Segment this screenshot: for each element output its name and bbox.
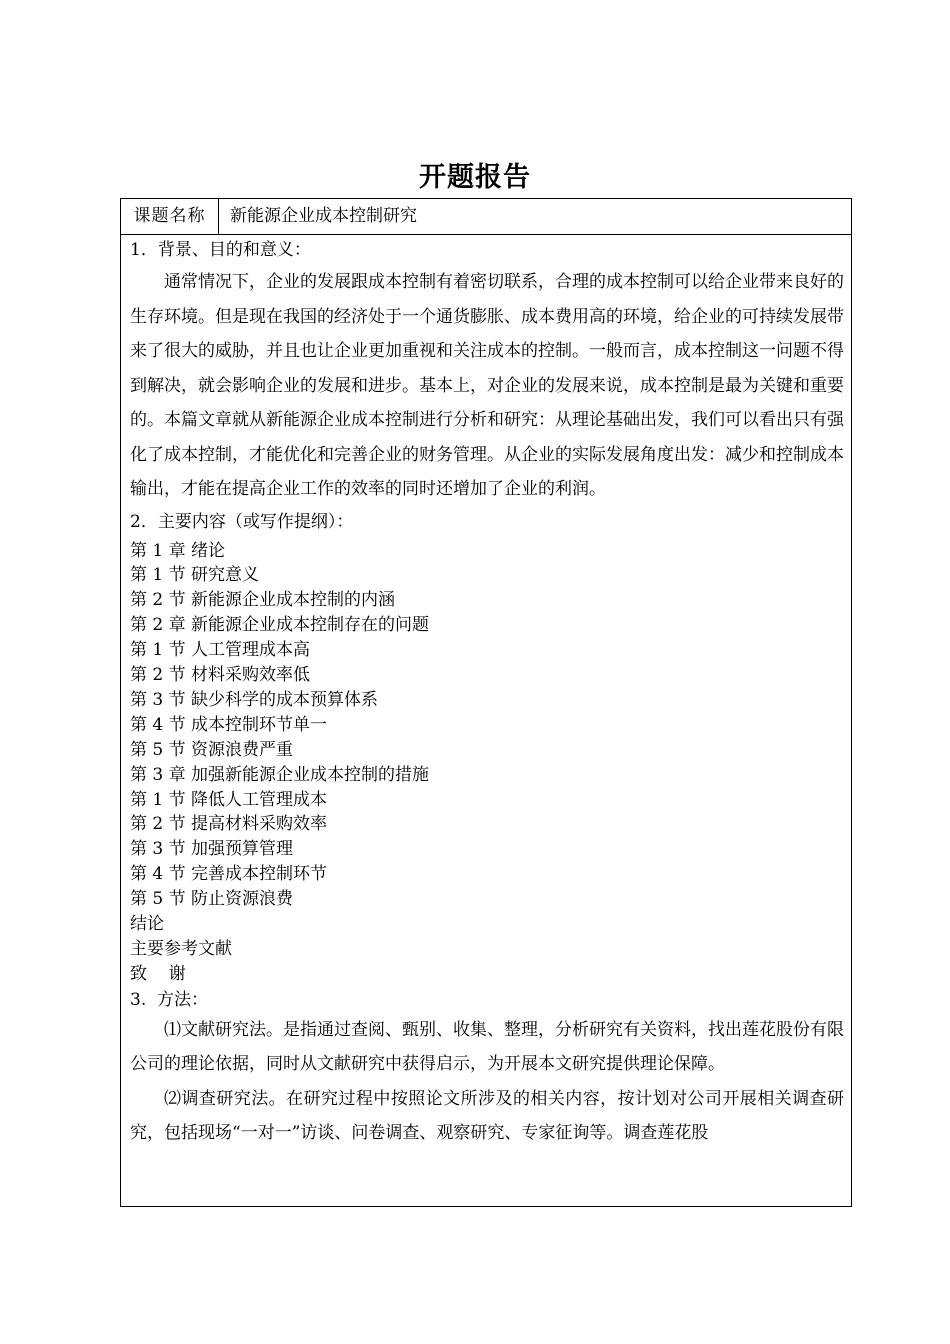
- section2-heading: 2．主要内容（或写作提纲）：: [130, 511, 354, 532]
- page-title: 开题报告: [419, 162, 531, 193]
- outline-item: 第 1 节 降低人工管理成本: [130, 789, 328, 810]
- section1-heading: 1．背景、目的和意义：: [130, 240, 311, 260]
- outline-item: 第 5 节 资源浪费严重: [130, 739, 294, 760]
- section1-paragraph: 通常情况下，企业的发展跟成本控制有着密切联系，合理的成本控制可以给企业带来良好的生存环境。但是现在我国的经济处于一个通货膨胀、成本费用高的环境，给企业的可持续发展带来了很大的威胁，并且也让企业更加重视和关注成本的控制。一般而言，成本控制这一问题不得到解决，就会影响企业的发展和进步。基本上，对企业的发展来说，成本控制是最为关键和重要的。本篇文章就从新能源企业成本控制进行分析和研究：从理论基础出发，我们可以看出只有强化了成本控制，才能优化和完善企业的财务管理。从企业的实际发展角度出发：减少和控制成本输出，才能在提高企业工作的效率的同时还增加了企业的利润。: [130, 272, 844, 499]
- outline-item: 第 2 章 新能源企业成本控制存在的问题: [130, 615, 430, 636]
- outline-list: [130, 539, 844, 987]
- method-literature: ⑴文献研究法。是指通过查阅、甄别、收集、整理，分析研究有关资料，找出莲花股份有限公司的理论依据，同时从文献研究中获得启示，为开展本文研究提供理论保障。: [130, 1019, 844, 1075]
- outline-item: 第 2 节 新能源企业成本控制的内涵: [130, 590, 396, 611]
- outline-item: 第 5 节 防止资源浪费: [130, 889, 294, 910]
- topic-label: 课题名称: [121, 199, 219, 234]
- report-table: [120, 198, 852, 1207]
- topic-value: 新能源企业成本控制研究: [230, 206, 417, 226]
- outline-item: 第 4 节 成本控制环节单一: [130, 714, 328, 735]
- outline-item: 第 3 节 缺少科学的成本预算体系: [130, 689, 379, 710]
- outline-item: 第 2 节 材料采购效率低: [130, 665, 311, 686]
- outline-item: 第 3 章 加强新能源企业成本控制的措施: [130, 764, 430, 785]
- outline-item: 主要参考文献: [130, 939, 232, 959]
- outline-item: 结论: [130, 914, 164, 935]
- outline-item: 第 1 节 人工管理成本高: [130, 640, 311, 661]
- outline-item: 致 谢: [130, 963, 186, 984]
- outline-item: 第 3 节 加强预算管理: [130, 839, 294, 860]
- method-survey: ⑵调查研究法。在研究过程中按照论文所涉及的相关内容，按计划对公司开展相关调查研究，包括现场“一对一”访谈、问卷调查、观察研究、专家征询等。调查莲花股: [130, 1088, 844, 1144]
- topic-row: [121, 199, 851, 235]
- outline-item: 第 1 节 研究意义: [130, 565, 260, 586]
- section3-heading: 3. 方法：: [130, 989, 209, 1010]
- report-content: [121, 235, 851, 1151]
- outline-item: 第 2 节 提高材料采购效率: [130, 814, 328, 835]
- outline-item: 第 1 章 绪论: [130, 540, 226, 561]
- outline-item: 第 4 节 完善成本控制环节: [130, 864, 328, 885]
